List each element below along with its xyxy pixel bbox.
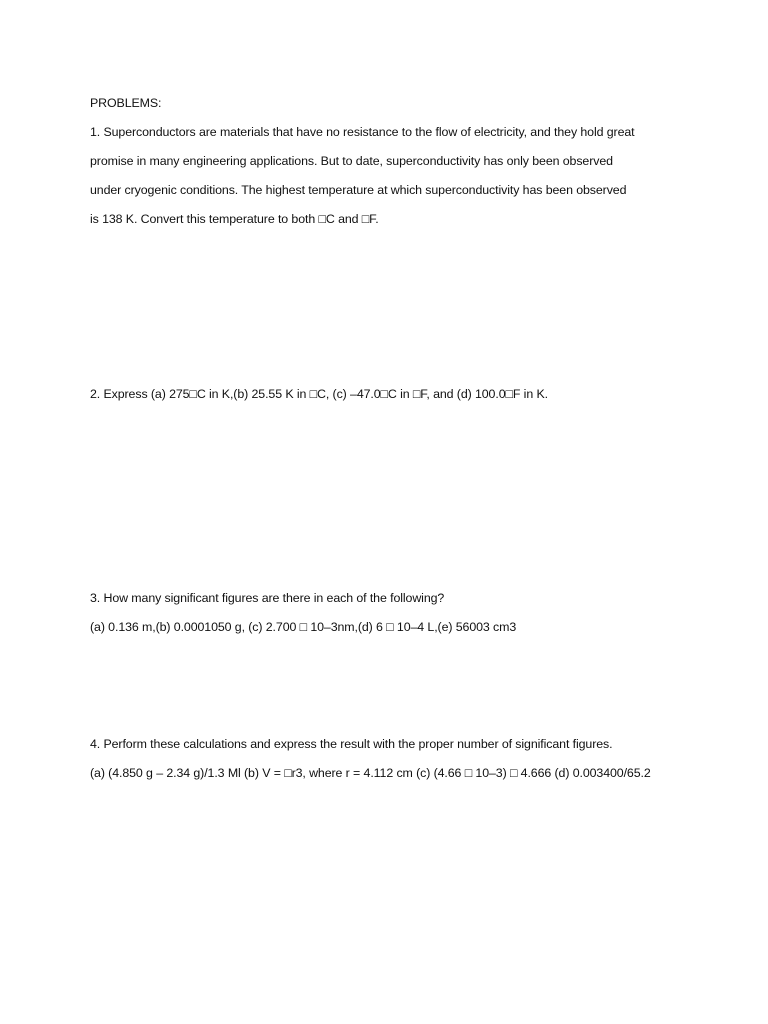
- problem-1-line-1: 1. Superconductors are materials that have no resistance to the flow of electricity, and they hold great: [90, 125, 635, 139]
- problem-1-line-4: is 138 K. Convert this temperature to both □C and □F.: [90, 212, 379, 226]
- problem-4-line-1: 4. Perform these calculations and express the result with the proper number of significant figures.: [90, 737, 613, 751]
- problem-1-line-2: promise in many engineering applications. But to date, superconductivity has only been observed: [90, 154, 613, 168]
- problem-4-line-2: (a) (4.850 g – 2.34 g)/1.3 Ml (b) V = □r3, where r = 4.112 cm (c) (4.66 □ 10–3) □ 4.666 (d) 0.003400/65.2: [90, 766, 651, 780]
- problem-2-line-1: 2. Express (a) 275□C in K,(b) 25.55 K in □C, (c) –47.0□C in □F, and (d) 100.0□F in K.: [90, 387, 548, 401]
- problems-heading: PROBLEMS:: [90, 96, 162, 110]
- problem-3-line-1: 3. How many significant figures are there in each of the following?: [90, 591, 445, 605]
- problem-3-line-2: (a) 0.136 m,(b) 0.0001050 g, (c) 2.700 □ 10–3nm,(d) 6 □ 10–4 L,(e) 56003 cm3: [90, 620, 517, 634]
- problem-1-line-3: under cryogenic conditions. The highest temperature at which superconductivity has been observed: [90, 183, 627, 197]
